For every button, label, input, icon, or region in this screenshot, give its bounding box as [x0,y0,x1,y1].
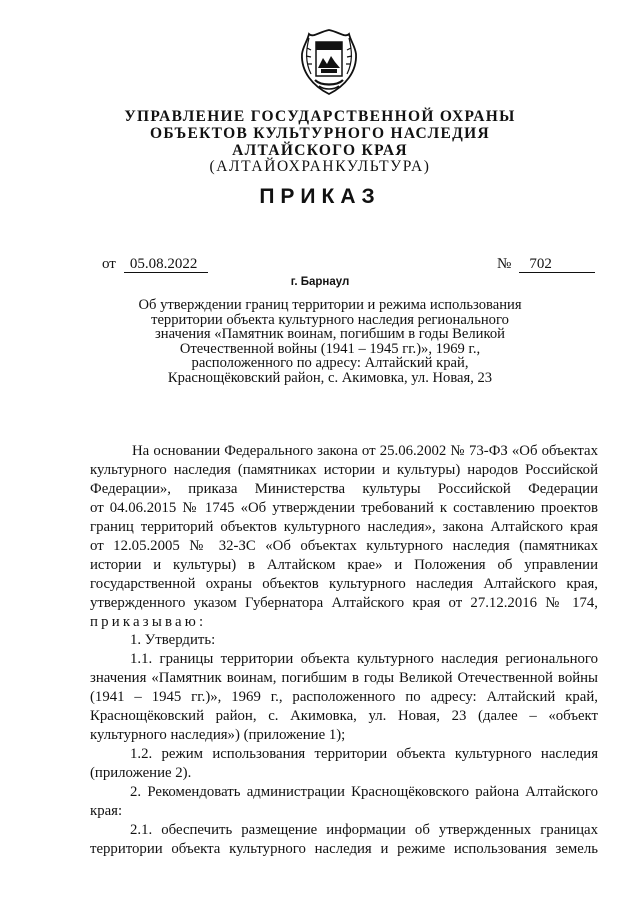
subject-line: Краснощёковский район, с. Акимовка, ул. Новая, 23 [167,369,493,386]
body-line: значения «Памятник воинам, погибшим в годы Великой Отечественной войны [90,670,598,686]
body-line: от 12.05.2005 № 32-ЗС «Об объектах культурного наследия (памятниках [90,538,598,554]
body-line: культурного наследия») (приложение 1); [90,727,346,743]
body-line-order-word: приказываю: [90,614,207,630]
org-abbreviation: (АЛТАЙОХРАНКУЛЬТУРА) [209,158,431,175]
order-subject [130,298,530,385]
body-line: государственной охраны объектов культурного наследия Алтайского края, [90,576,598,592]
body-line: 1.1. границы территории объекта культурного наследия регионального [130,651,598,667]
body-line: Федерации», приказа Министерства культуры Российской Федерации [90,481,598,497]
body-line: 1.2. режим использования территории объекта культурного наследия [130,746,598,762]
body-line: На основании Федерального закона от 25.06.2002 № 73-ФЗ «Об объектах [132,443,598,459]
body-line: края: [90,803,123,819]
body-line: 2. Рекомендовать администрации Краснощёковского района Алтайского [130,784,598,800]
number-prefix: № [497,256,512,272]
subject-line: Об утверждении границ территории и режима использования [138,297,522,313]
date-prefix: от [102,256,116,272]
body-line: 2.1. обеспечить размещение информации об утвержденных границах [130,822,598,838]
order-date [102,256,208,273]
subject-line: значения «Памятник воинам, погибшим в годы Великой [155,326,505,342]
body-line: (1941 – 1945 гг.)», 1969 г., расположенного по адресу: Алтайский край, [90,689,598,705]
org-name-line-3: АЛТАЙСКОГО КРАЯ [232,142,408,159]
subject-line: территории объекта культурного наследия регионального [151,311,509,328]
body-line: 1. Утвердить: [130,632,216,648]
body-line: от 04.06.2015 № 1745 «Об утверждении требований к составлению проектов [90,500,598,516]
date-value: 05.08.2022 [124,257,208,273]
document-type-title: ПРИКАЗ [259,185,381,208]
org-name-line-1: УПРАВЛЕНИЕ ГОСУДАРСТВЕННОЙ ОХРАНЫ [124,108,516,125]
order-number [497,256,595,273]
subject-line: Отечественной войны (1941 – 1945 гг.)», 1969 г., [179,340,481,357]
city-label: г. Барнаул [290,276,350,288]
body-line: границ территорий объектов культурного наследия», закона Алтайского края [90,519,598,535]
body-line: истории и культуры) в Алтайском крае» и Положения об управлении [90,557,598,573]
number-value: 702 [519,257,595,273]
coat-of-arms-emblem-icon [299,28,359,96]
body-line: территории объекта культурного наследия и режиме использования земель [90,841,598,857]
org-name-line-2: ОБЪЕКТОВ КУЛЬТУРНОГО НАСЛЕДИЯ [150,125,490,142]
subject-line: расположенного по адресу: Алтайский край, [191,355,469,371]
body-line: Краснощёковский район, с. Акимовка, ул. Новая, 23 (далее – «объект [90,708,598,724]
body-line: утвержденного указом Губернатора Алтайского края от 27.12.2016 № 174, [90,595,598,611]
body-line: культурного наследия (памятниках истории и культуры) народов Российской [90,462,598,478]
body-line: (приложение 2). [90,765,192,781]
